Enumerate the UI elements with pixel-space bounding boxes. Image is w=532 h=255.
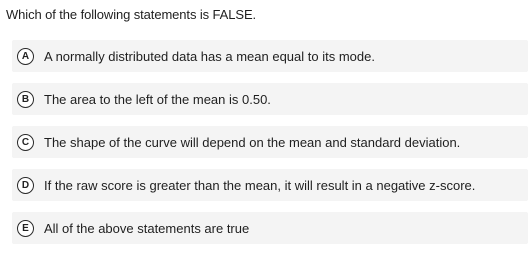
option-d[interactable] — [12, 169, 528, 201]
option-text-a: A normally distributed data has a mean equal to its mode. — [44, 48, 375, 64]
option-a[interactable] — [12, 40, 528, 72]
option-letter-d: D — [17, 177, 34, 194]
answer-options — [12, 40, 528, 255]
option-letter-b: B — [17, 91, 34, 108]
option-letter-e: E — [17, 220, 34, 237]
option-text-b: The area to the left of the mean is 0.50. — [44, 91, 271, 107]
option-text-e: All of the above statements are true — [44, 220, 250, 236]
option-text-c: The shape of the curve will depend on the mean and standard deviation. — [44, 134, 461, 150]
option-b[interactable] — [12, 83, 528, 115]
question-text: Which of the following statements is FALSE. — [6, 7, 257, 22]
option-text-d: If the raw score is greater than the mean, it will result in a negative z-score. — [44, 177, 476, 193]
option-e[interactable] — [12, 212, 528, 244]
option-letter-a: A — [17, 48, 34, 65]
option-letter-c: C — [17, 134, 34, 151]
option-c[interactable] — [12, 126, 528, 158]
